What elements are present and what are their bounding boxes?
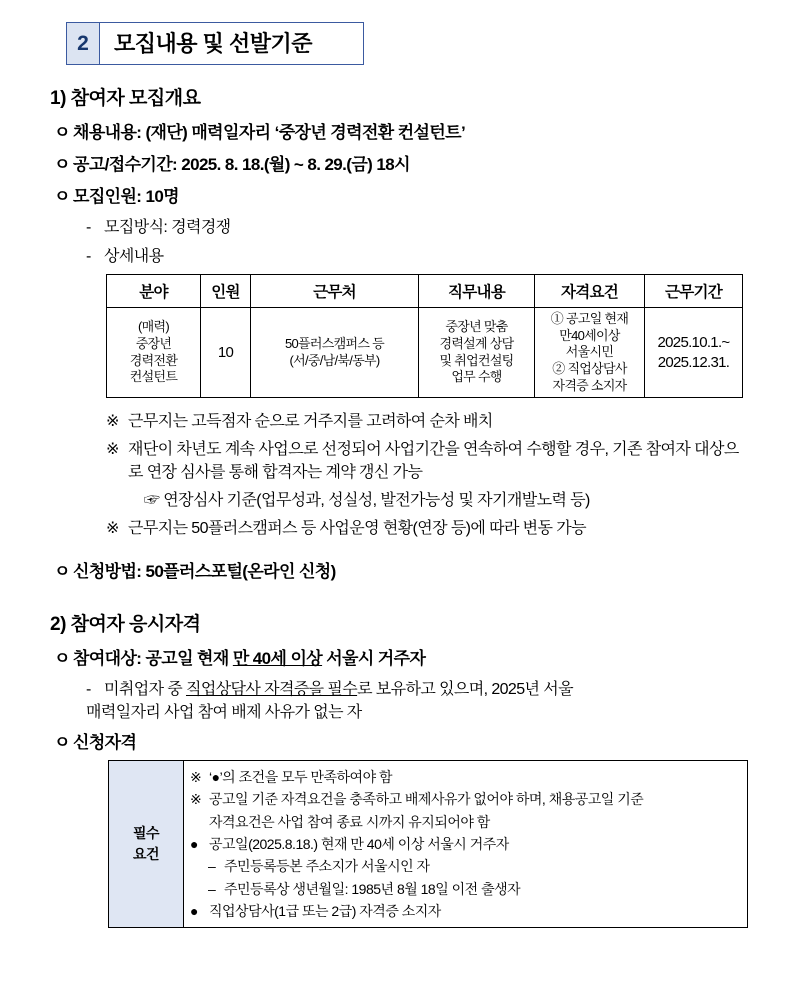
dash-marker: – bbox=[208, 858, 216, 875]
list-item-label bbox=[86, 676, 751, 722]
note-marker: ※ bbox=[190, 791, 202, 808]
note-text: 연장심사 기준(업무성과, 성실성, 발전가능성 및 자기개발노력 등) bbox=[163, 492, 590, 510]
th-field: 분야 bbox=[107, 275, 201, 308]
list-item-label: 모집인원: 10명 bbox=[73, 187, 180, 206]
td-period-line: 2025.12.31. bbox=[657, 353, 730, 371]
dash-marker: - bbox=[86, 219, 91, 236]
requirement-subline bbox=[208, 879, 741, 899]
note-extension-criteria bbox=[144, 487, 751, 510]
section-header bbox=[66, 22, 364, 65]
td-period-line: 2025.10.1.~ bbox=[657, 334, 730, 352]
td-field bbox=[107, 308, 201, 398]
note-contract-renewal bbox=[106, 436, 751, 482]
td-qualification-line: ① 공고일 현재 bbox=[550, 311, 629, 326]
td-duty-line: 업무 수행 bbox=[451, 369, 502, 385]
note-text: 근무지는 50플러스캠퍼스 등 사업운영 현황(연장 등)에 따라 변동 가능 bbox=[128, 520, 586, 538]
requirement-line bbox=[190, 789, 741, 809]
requirement-line bbox=[190, 834, 741, 854]
dash-marker: - bbox=[86, 248, 91, 265]
list-item-recruit-content bbox=[54, 118, 751, 143]
td-period bbox=[645, 308, 743, 398]
requirement-text: 주민등록상 생년월일: 1985년 8월 18일 이전 출생자 bbox=[224, 880, 521, 897]
td-qualification-line: ② 직업상담사 bbox=[552, 360, 627, 376]
table-row bbox=[109, 761, 748, 928]
required-label-line: 필수 bbox=[132, 825, 160, 842]
list-item-label: 공고/접수기간: 2025. 8. 18.(월) ~ 8. 29.(금) 18시 bbox=[73, 155, 410, 174]
required-conditions-table bbox=[108, 760, 748, 928]
note-text-underlined: 직업상담사 자격증을 필수 bbox=[185, 681, 358, 699]
target-suffix: 서울시 거주자 bbox=[322, 649, 426, 669]
bullet-marker: ㅇ bbox=[54, 155, 70, 174]
td-duty-line: 중장년 맞춤 bbox=[445, 319, 508, 335]
list-item-application-period bbox=[54, 150, 751, 175]
note-text-b: 로 보유하고 있으며, 2025년 서울 bbox=[357, 681, 573, 699]
list-item-label: 채용내용: (재단) 매력일자리 ‘중장년 경력전환 컨설턴트’ bbox=[73, 123, 466, 142]
recruitment-details-table bbox=[106, 274, 743, 398]
list-item-label: 상세내용 bbox=[104, 248, 164, 265]
td-workplace-line: 50플러스캠퍼스 등 bbox=[285, 335, 384, 351]
pointer-icon: ☞ bbox=[144, 492, 160, 510]
required-label-line: 요건 bbox=[132, 846, 160, 863]
td-required-label bbox=[109, 761, 184, 928]
note-text-a: 미취업자 중 bbox=[104, 681, 186, 699]
note-marker: ※ bbox=[190, 769, 202, 786]
bullet-marker: ㅇ bbox=[54, 649, 70, 669]
note-text-line2: 매력일자리 사업 참여 배제 사유가 없는 자 bbox=[86, 704, 362, 722]
bullet-marker: ㅇ bbox=[54, 733, 70, 753]
bullet-marker: ㅇ bbox=[54, 123, 70, 142]
th-qualification: 자격요건 bbox=[535, 275, 645, 308]
td-field-line: 중장년 bbox=[135, 335, 172, 351]
td-required-body bbox=[184, 761, 748, 928]
list-item-qualification-heading bbox=[54, 728, 751, 753]
requirement-text: ‘●’의 조건을 모두 만족하여야 함 bbox=[209, 769, 393, 786]
list-item-label: 신청방법: 50플러스포털(온라인 신청) bbox=[73, 562, 336, 582]
list-item-apply-method bbox=[54, 557, 751, 582]
table-row bbox=[107, 308, 743, 398]
requirement-line bbox=[190, 901, 741, 921]
section-title: 모집내용 및 선발기준 bbox=[100, 22, 364, 65]
requirement-text: 직업상담사(1급 또는 2급) 자격증 소지자 bbox=[209, 902, 441, 919]
list-item-eligible-note bbox=[86, 676, 751, 722]
td-qualification-line: 서울시민 bbox=[565, 344, 614, 360]
requirement-text: 주민등록등본 주소지가 서울시인 자 bbox=[224, 858, 430, 875]
list-item-eligible-target bbox=[54, 644, 751, 669]
list-item-label: 신청자격 bbox=[73, 733, 137, 753]
list-item-headcount bbox=[54, 182, 751, 207]
td-qualification bbox=[535, 308, 645, 398]
td-field-line: 경력전환 bbox=[129, 352, 178, 368]
bullet-marker: ㅇ bbox=[54, 187, 70, 206]
td-duty-line: 경력설계 상담 bbox=[439, 335, 514, 351]
td-count: 10 bbox=[201, 308, 251, 398]
list-item-label: 모집방식: 경력경쟁 bbox=[104, 219, 231, 236]
table-header-row bbox=[107, 275, 743, 308]
requirement-continuation: 자격요건은 사업 참여 종료 시까지 유지되어야 함 bbox=[209, 813, 490, 830]
th-duty: 직무내용 bbox=[419, 275, 535, 308]
section-number: 2 bbox=[66, 22, 100, 65]
dash-marker: - bbox=[86, 681, 91, 699]
target-underlined: 만 40세 이상 bbox=[232, 649, 323, 669]
target-prefix: 참여대상: 공고일 현재 bbox=[73, 649, 233, 669]
list-item-recruit-method bbox=[86, 214, 751, 237]
list-item-label bbox=[73, 644, 425, 669]
td-workplace-line: (서/중/남/북/동부) bbox=[289, 352, 380, 368]
requirement-text: 공고일(2025.8.18.) 현재 만 40세 이상 서울시 거주자 bbox=[209, 836, 509, 853]
th-count: 인원 bbox=[201, 275, 251, 308]
bullet-dot-marker: ● bbox=[190, 836, 198, 853]
td-field-line: (매력) bbox=[138, 319, 169, 335]
td-workplace bbox=[251, 308, 419, 398]
dash-marker: – bbox=[208, 880, 216, 897]
subsection-1-heading: 1) 참여자 모집개요 bbox=[50, 88, 201, 109]
td-duty-line: 및 취업컨설팅 bbox=[439, 352, 514, 368]
th-workplace: 근무처 bbox=[251, 275, 419, 308]
td-qualification-line: 자격증 소지자 bbox=[552, 377, 627, 393]
note-text: 근무지는 고득점자 순으로 거주지를 고려하여 순차 배치 bbox=[128, 413, 493, 431]
requirement-line bbox=[190, 767, 741, 787]
note-placement bbox=[106, 408, 751, 431]
requirement-subline bbox=[208, 856, 741, 876]
note-text: 재단이 차년도 계속 사업으로 선정되어 사업기간을 연속하여 수행할 경우, 기존 참여자 대상으로 연장 심사를 통해 합격자는 계약 갱신 가능 bbox=[128, 441, 739, 482]
list-item-details bbox=[86, 243, 751, 266]
note-workplace-change bbox=[106, 515, 751, 538]
bullet-marker: ㅇ bbox=[54, 562, 70, 582]
th-period: 근무기간 bbox=[645, 275, 743, 308]
requirement-text: 공고일 기준 자격요건을 충족하고 배제사유가 없어야 하며, 채용공고일 기준 bbox=[209, 791, 644, 808]
td-qualification-line: 만40세이상 bbox=[559, 327, 620, 343]
note-marker: ※ bbox=[106, 413, 119, 431]
note-marker: ※ bbox=[106, 520, 119, 538]
td-duty bbox=[419, 308, 535, 398]
td-field-line: 컨설턴트 bbox=[129, 369, 178, 385]
subsection-2-heading: 2) 참여자 응시자격 bbox=[50, 614, 201, 636]
note-marker: ※ bbox=[106, 441, 119, 459]
bullet-dot-marker: ● bbox=[190, 902, 198, 919]
